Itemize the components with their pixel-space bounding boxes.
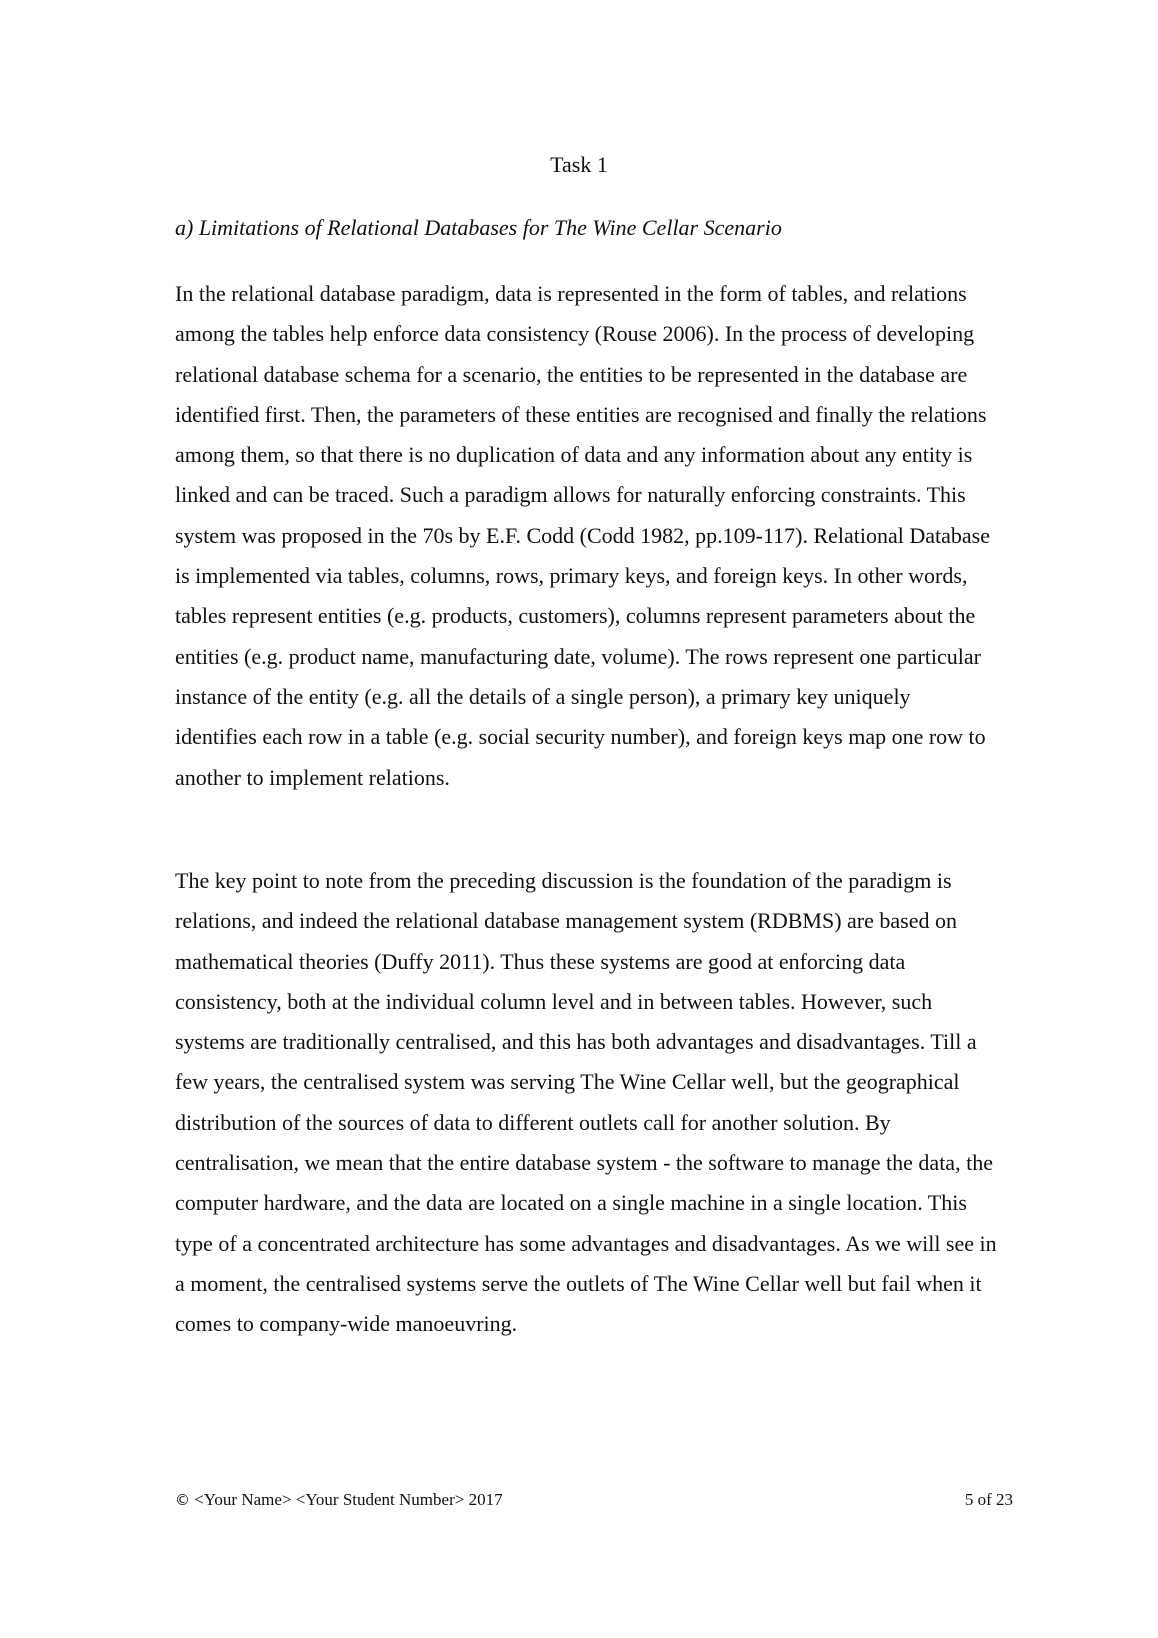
- footer-author-text: <Your Name> <Your Student Number> 2017: [190, 1490, 503, 1509]
- page-title: Task 1: [550, 152, 608, 177]
- body-paragraph-2: The key point to note from the preceding discussion is the foundation of the paradigm is relations, and indeed the relational database management system (RDBMS) are based on mathematical theories (Duffy 2011). Thus these systems are good at enforcing data consistency, both at the individual column level and in between tables. However, such systems are traditionally centralised, and this has both advantages and disadvantages. Till a few years, the centralised system was serving The Wine Cellar well, but the geographical distribution of the sources of data to different outlets call for another solution. By centralisation, we mean that the entire database system - the software to manage the data, the computer hardware, and the data are located on a single machine in a single location. This type of a concentrated architecture has some advantages and disadvantages. As we will see in a moment, the centralised systems serve the outlets of The Wine Cellar well but fail when it comes to company-wide manoeuvring.: [175, 868, 997, 1337]
- copyright-icon: ©: [175, 1491, 190, 1509]
- footer-author: [175, 1488, 503, 1512]
- page-number: 5 of 23: [964, 1490, 1013, 1509]
- section-heading: a) Limitations of Relational Databases for The Wine Cellar Scenario: [175, 215, 782, 240]
- body-paragraph-1: In the relational database paradigm, data is represented in the form of tables, and relations among the tables help enforce data consistency (Rouse 2006). In the process of developing relational database schema for a scenario, the entities to be represented in the database are identified first. Then, the parameters of these entities are recognised and finally the relations among them, so that there is no duplication of data and any information about any entity is linked and can be traced. Such a paradigm allows for naturally enforcing constraints. This system was proposed in the 70s by E.F. Codd (Codd 1982, pp.109-117). Relational Database is implemented via tables, columns, rows, primary keys, and foreign keys. In other words, tables represent entities (e.g. products, customers), columns represent parameters about the entities (e.g. product name, manufacturing date, volume). The rows represent one particular instance of the entity (e.g. all the details of a single person), a primary key uniquely identifies each row in a table (e.g. social security number), and foreign keys map one row to another to implement relations.: [175, 281, 990, 790]
